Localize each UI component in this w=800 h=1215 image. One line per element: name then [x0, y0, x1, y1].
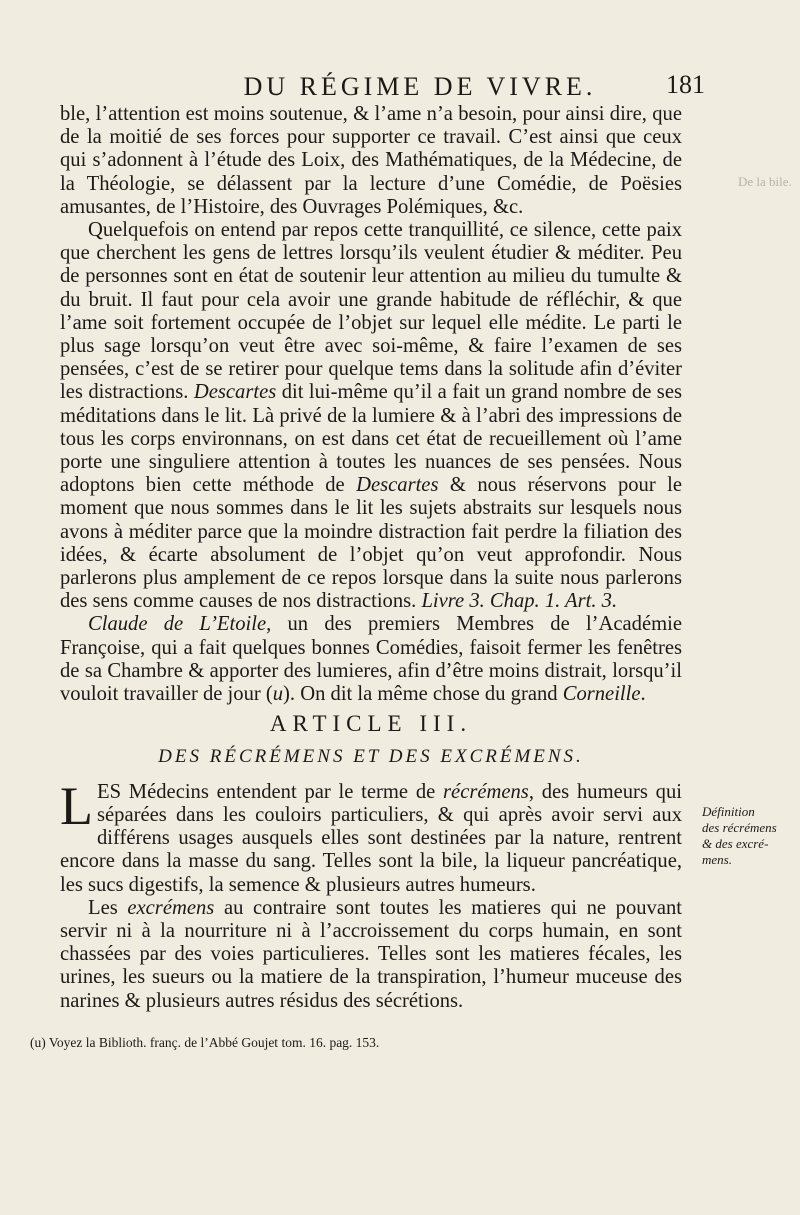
drop-cap: L — [60, 775, 93, 836]
paragraph-2-part-a: Quelquefois on entend par repos cette tranquillité, ce silence, cette paix que cherchent les gens de lettres lorsqu’ils veulent étudier & méditer. Peu de personnes sont en état de soutenir leur attention au milieu du tumulte & du bruit. Il faut pour cela avoir une grande habitude de réfléchir, & que l’ame soit fortement occupée de l’objet sur lequel elle médite. Le parti le plus sage lorsqu’on veut être avec soi-même, & faire l’examen de ses pensées, c’est de se retirer pour quelque tems dans la solitude afin d’éviter les distractions. — [60, 219, 682, 404]
margin-note-line: des récrémens — [702, 820, 777, 835]
body-text — [60, 103, 682, 1013]
paragraph-2 — [60, 219, 682, 613]
paragraph-3-part-b: ). On dit la même chose du grand — [283, 683, 563, 706]
paragraph-1: ble, l’attention est moins soutenue, & l’ame n’a besoin, pour ainsi dire, que de la moitié de ses forces pour supporter ce travail. C’est ainsi que ceux qui s’adonnent à l’étude des Loix, des Mathématiques, de la Médecine, de la Théologie, se délassent par la lecture d’une Comédie, de Poësies amusantes, de l’Histoire, des Ouvrages Polémiques, &c. — [60, 103, 682, 218]
paragraph-3-part-a: , un des premiers Membres de l’Académie Françoise, qui a fait quelques bonnes Comédies, faisoit fermer les fenêtres de sa Chambre & apporter des lumieres, afin d’être moins distrait, lorsqu’il vouloit travailler de jour ( — [60, 613, 683, 706]
article-heading: ARTICLE III. — [269, 711, 473, 737]
paragraph-5 — [60, 897, 682, 1013]
name-descartes: Descartes — [193, 381, 277, 404]
running-head: DU RÉGIME DE VIVRE. — [243, 72, 597, 101]
paragraph-3 — [60, 613, 682, 706]
name-descartes: Descartes — [356, 474, 439, 497]
paragraph-3-end: . — [640, 683, 646, 706]
paragraph-4-part-b: , des humeurs qui séparées dans les couloirs particuliers, & qui après avoir servi aux différens usages ausquels elles sont destinées par la nature, rentrent encore dans la masse du sang. Telles sont la bile, la liqueur pancréatique, les sucs digestifs, la semence & plusieurs autres humeurs. — [60, 780, 682, 896]
paragraph-2-part-c: & nous réservons pour le moment que nous sommes dans le lit les sujets abstraits sur lesquels nous avons à méditer parce que la moindre distraction fait perdre la filiation des idées, & écarte absolument de l’objet qu’on veut approfondir. Nous parlerons plus amplement de ce repos lorsque dans la suite nous parlerons des sens comme causes de nos distractions. — [60, 474, 682, 613]
term-excremens: excrémens — [127, 896, 215, 919]
bleed-through-fragment: De la bile. — [738, 174, 792, 189]
footnote-mark: u — [272, 683, 284, 706]
page-number: 181 — [666, 70, 705, 99]
name-claude-de-letoile: Claude de L’Etoile — [88, 613, 267, 636]
paragraph-4-part-a: ES Médecins entendent par le terme de — [97, 780, 444, 803]
paragraph-2-part-b: dit lui-même qu’il a fait un grand nombre de ses méditations dans le lit. Là privé de la lumiere & à l’abri des impressions de tous les corps environnans, on est dans cet état de recueillement où l’ame porte une singuliere attention à toutes les nuances de ses pensées. Nous adoptons bien cette méthode de — [60, 381, 682, 497]
margin-note — [702, 804, 794, 868]
margin-note-line: & des excré- — [702, 836, 769, 851]
cross-reference: Livre 3. Chap. 1. Art. 3. — [421, 590, 618, 613]
paragraph-5-part-a: Les — [88, 896, 128, 919]
term-recremens: récrémens — [443, 780, 529, 803]
margin-note-line: mens. — [702, 852, 732, 867]
paragraph-4 — [60, 775, 682, 897]
section-heading: DES RÉCRÉMENS ET DES EXCRÉMENS. — [158, 746, 584, 768]
footnote: (u) Voyez la Biblioth. franç. de l’Abbé Goujet tom. 16. pag. 153. — [30, 1035, 380, 1050]
name-corneille: Corneille — [562, 683, 641, 706]
paragraph-5-part-b: au contraire sont toutes les matieres qui ne pouvant servir ni à la nourriture ni à l’accroissement du corps humain, en sont chassées par des voies particulieres. Telles sont les matieres fécales, les urines, les sueurs ou la matiere de la transpiration, l’humeur muceuse des narines & plusieurs autres résidus des sécrétions. — [60, 896, 682, 1012]
margin-note-line: Définition — [702, 804, 755, 819]
